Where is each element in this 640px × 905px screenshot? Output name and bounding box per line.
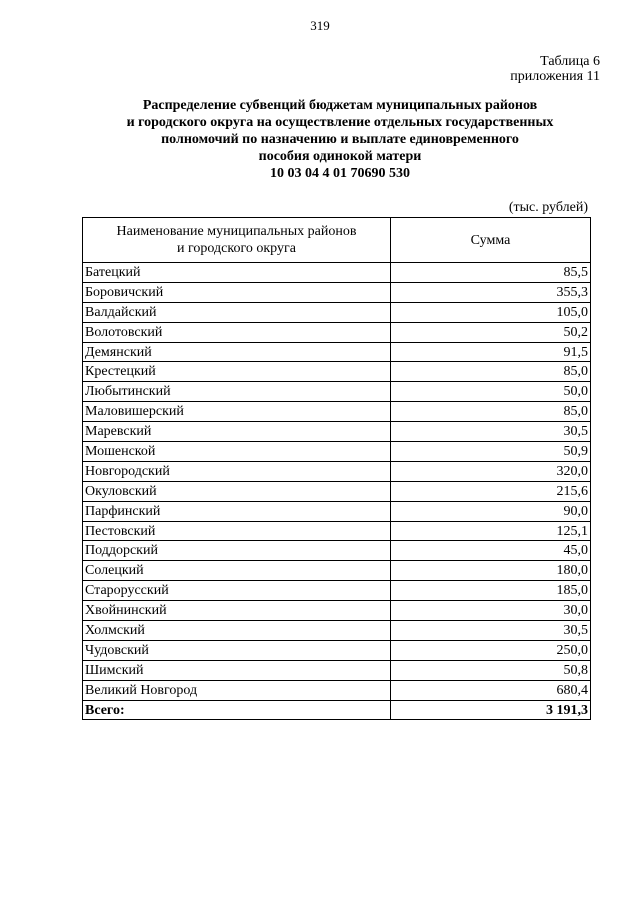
subvention-table bbox=[82, 217, 591, 720]
amount-cell: 50,0 bbox=[391, 382, 591, 402]
appendix-table-label: Таблица 6 bbox=[540, 54, 600, 69]
table-row bbox=[83, 640, 591, 660]
district-name-cell: Окуловский bbox=[83, 481, 391, 501]
amount-cell: 50,9 bbox=[391, 442, 591, 462]
amount-cell: 91,5 bbox=[391, 342, 591, 362]
amount-cell: 185,0 bbox=[391, 581, 591, 601]
table-row bbox=[83, 601, 591, 621]
table-row bbox=[83, 660, 591, 680]
district-name-cell: Любытинский bbox=[83, 382, 391, 402]
header-name-column bbox=[83, 218, 391, 263]
district-name-cell: Холмский bbox=[83, 621, 391, 641]
table-row bbox=[83, 521, 591, 541]
document-title bbox=[70, 97, 610, 182]
table-row bbox=[83, 481, 591, 501]
table-row bbox=[83, 342, 591, 362]
district-name-cell: Крестецкий bbox=[83, 362, 391, 382]
units-label: (тыс. рублей) bbox=[508, 200, 588, 215]
amount-cell: 85,0 bbox=[391, 402, 591, 422]
district-name-cell: Хвойнинский bbox=[83, 601, 391, 621]
amount-cell: 320,0 bbox=[391, 461, 591, 481]
table-row bbox=[83, 282, 591, 302]
total-amount-cell: 3 191,3 bbox=[391, 700, 591, 720]
table-row bbox=[83, 461, 591, 481]
table-row bbox=[83, 680, 591, 700]
table-row bbox=[83, 422, 591, 442]
amount-cell: 90,0 bbox=[391, 501, 591, 521]
table-body bbox=[83, 263, 591, 720]
amount-cell: 680,4 bbox=[391, 680, 591, 700]
district-name-cell: Волотовский bbox=[83, 322, 391, 342]
district-name-cell: Боровичский bbox=[83, 282, 391, 302]
table-header-row bbox=[83, 218, 591, 263]
appendix-annex-label: приложения 11 bbox=[510, 69, 600, 84]
district-name-cell: Батецкий bbox=[83, 263, 391, 283]
table-row bbox=[83, 402, 591, 422]
district-name-cell: Пестовский bbox=[83, 521, 391, 541]
district-name-cell: Новгородский bbox=[83, 461, 391, 481]
table-row bbox=[83, 541, 591, 561]
amount-cell: 30,5 bbox=[391, 621, 591, 641]
header-name-line-1: Наименование муниципальных районов bbox=[116, 224, 357, 239]
table-row bbox=[83, 581, 591, 601]
amount-cell: 45,0 bbox=[391, 541, 591, 561]
table-row bbox=[83, 501, 591, 521]
district-name-cell: Маревский bbox=[83, 422, 391, 442]
amount-cell: 30,5 bbox=[391, 422, 591, 442]
district-name-cell: Старорусский bbox=[83, 581, 391, 601]
district-name-cell: Поддорский bbox=[83, 541, 391, 561]
district-name-cell: Валдайский bbox=[83, 302, 391, 322]
table-row bbox=[83, 302, 591, 322]
header-sum-column: Сумма bbox=[391, 218, 591, 263]
appendix-reference bbox=[510, 54, 600, 84]
district-name-cell: Шимский bbox=[83, 660, 391, 680]
total-label-cell: Всего: bbox=[83, 700, 391, 720]
title-line-4: пособия одинокой матери bbox=[258, 149, 422, 164]
page-number: 319 bbox=[310, 18, 330, 33]
district-name-cell: Великий Новгород bbox=[83, 680, 391, 700]
title-budget-code: 10 03 04 4 01 70690 530 bbox=[270, 166, 410, 181]
amount-cell: 105,0 bbox=[391, 302, 591, 322]
table-row bbox=[83, 322, 591, 342]
table-row bbox=[83, 382, 591, 402]
title-line-1: Распределение субвенций бюджетам муниципальных районов bbox=[142, 98, 538, 113]
title-line-3: полномочий по назначению и выплате единовременного bbox=[161, 132, 519, 147]
amount-cell: 125,1 bbox=[391, 521, 591, 541]
amount-cell: 180,0 bbox=[391, 561, 591, 581]
district-name-cell: Парфинский bbox=[83, 501, 391, 521]
table-row bbox=[83, 263, 591, 283]
amount-cell: 50,8 bbox=[391, 660, 591, 680]
table-row bbox=[83, 621, 591, 641]
amount-cell: 30,0 bbox=[391, 601, 591, 621]
total-row bbox=[83, 700, 591, 720]
district-name-cell: Солецкий bbox=[83, 561, 391, 581]
amount-cell: 355,3 bbox=[391, 282, 591, 302]
title-line-2: и городского округа на осуществление отдельных государственных bbox=[126, 115, 554, 130]
table-row bbox=[83, 561, 591, 581]
district-name-cell: Мошенской bbox=[83, 442, 391, 462]
header-name-line-2: и городского округа bbox=[177, 241, 296, 256]
amount-cell: 50,2 bbox=[391, 322, 591, 342]
district-name-cell: Демянский bbox=[83, 342, 391, 362]
table-row bbox=[83, 442, 591, 462]
district-name-cell: Чудовский bbox=[83, 640, 391, 660]
amount-cell: 85,0 bbox=[391, 362, 591, 382]
amount-cell: 85,5 bbox=[391, 263, 591, 283]
amount-cell: 250,0 bbox=[391, 640, 591, 660]
amount-cell: 215,6 bbox=[391, 481, 591, 501]
district-name-cell: Маловишерский bbox=[83, 402, 391, 422]
table-row bbox=[83, 362, 591, 382]
